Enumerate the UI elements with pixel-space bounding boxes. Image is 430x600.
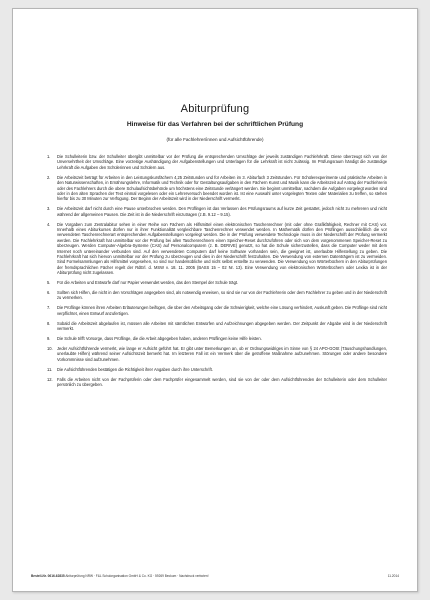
item-text: Die Arbeitszeit beträgt für Arbeiten in den Leistungskursfächern 4,25 Zeitstunden und für Arbeiten im 3. Abiturfach 3 Zeitstunden. Für Schülerexperimente und praktische Arbeiten in den Naturwissenschaften, in Ernährungslehre, Informatik und Technik oder für Gestaltungsaufgaben in den Fächern Kunst und Musik kann die Arbeitszeit auf Antrag der Fachlehrerin oder des Fachlehrers durch die obere Schulaufsichtsbehörde um höchstens eine Zeitstunde verlängert werden. Sie beginnt unmittelbar, nachdem die Aufgaben vorgelegt worden sind oder in den alten Sprachen der Text einmal vorgelesen oder ein Lehrerversuch beendet worden ist. Ist eine Auswahl unter vorgelegten Texten oder Materialien zu treffen, so stehen hierfür bis zu 30 Minuten zur Verfügung. Der Beginn der Arbeitszeit wird in der Niederschrift vermerkt. [57, 174, 387, 202]
audience-note: (für alle Fachlehrer/innen und Aufsichtführende) [166, 137, 264, 142]
item-text: Sollten sich Hilfen, die nicht in den Vorschlägen angegeben sind, als notwendig erweisen, so sind sie nur von der Fachlehrerin oder dem Fachlehrer zu geben und in der Niederschrift zu vermerken. [57, 290, 387, 301]
document-title: Abiturprüfung [180, 103, 250, 115]
item-number: 6. [47, 290, 51, 296]
item-number: 2. [47, 174, 51, 180]
item-number: 9. [47, 335, 51, 341]
item-number: 11. [47, 366, 53, 372]
list-item [47, 290, 387, 301]
item-text: Die Schule trifft Vorsorge, dass Prüflinge, die die Arbeit abgegeben haben, anderen Prüflingen keine Hilfe leisten. [57, 335, 262, 341]
item-number: 10. [47, 345, 53, 351]
list-item [47, 346, 387, 362]
instruction-list [47, 154, 387, 392]
list-item [47, 154, 387, 170]
imprint-text: Abiturprüfung NRW · F&L Schulorganisation GmbH & Co. KG · 59269 Beckum · Nachdruck verboten! [64, 574, 209, 578]
item-number: 7. [47, 305, 51, 311]
item-number: 3. [47, 206, 51, 212]
item-number: 12. [47, 376, 53, 382]
list-item [47, 175, 387, 202]
item-text: Die Arbeitszeit darf nicht durch eine Pause unterbrochen werden. Den Prüflingen ist das Verlassen des Prüfungsraums auf kurze Zeit gestattet, jedoch nicht zu mehreren und nicht während der allgemeinen Pausen. Die Zeit ist in die Niederschrift einzutragen (z.B. 9.12 – 9.15). [57, 206, 387, 217]
publisher-imprint [31, 574, 209, 578]
item-text: Die Vorgaben zum Zentralabitur sehen in einer Reihe von Fächern als Hilfsmittel einen elektronischen Taschenrechner (mit oder ohne Grafikfähigkeit, Rechner mit CAS) vor. Innerhalb eines Abiturkurses dürfen nur in ihrer Funktionalität vergleichbare Taschenrechner verwendet werden. In Mathematik dürfen den Prüflingen ausschließlich die vor verwendeten Taschenrechnerart entsprechenden Aufgabenstellungen vorgelegt werden. Die in der Prüfung verwendete Technologie muss in der Niederschrift der Prüfung vermerkt werden. Die Fachlehrkraft hat unmittelbar vor der Prüfung bei allen Taschenrechnern einen Speicher-Reset durchzuführen oder sich von dem vorgenommenen Speicher-Reset zu überzeugen. Werden Computer-Algebra-Systeme (CAS) auf Personalcomputern (z. B. DERIVE) genutzt, so hat die Schule sicherzustellen, dass die Computer weder mit dem Internet noch untereinander verbunden sind. Auf den verwendeten Computern darf keine Software vorhanden sein, die geeignet ist, unerlaubte Hilfestellung zu geben. Die Fachlehrkraft hat sich hiervon unmittelbar vor der Prüfung zu überzeugen und dies in der Niederschrift festzuhalten. Die Verwendung von externen Datenträgern ist zu vermeiden. Sind Formelsammlungen als Hilfsmittel vorgesehen, so sind nur handelsübliche und nicht selbst erstellte zu verwenden. Die Verwendung von Wörterbüchern in den Abiturprüfungen der fremdsprachlichen Fächer regelt der RdErl. d. MSW v. 18. 11. 2005 (BASS 15 – 02 Nr. 13). Eine Verwendung von elektronischen Wörterbüchern oder Lexika ist in der Abiturprüfung nicht zugelassen. [57, 221, 387, 276]
list-item [47, 367, 387, 372]
item-number: 4. [47, 221, 51, 227]
document-page [12, 8, 418, 592]
list-item [47, 321, 387, 332]
item-number: 1. [47, 154, 51, 159]
list-item [47, 280, 387, 285]
item-text: Die Aufsichtführenden bestätigen die Richtigkeit ihrer Angaben durch ihre Unterschrift. [57, 366, 213, 372]
item-text: Die Schulleiterin bzw. der Schulleiter übergibt unmittelbar vor der Prüfung die entsprechenden Umschläge der jeweils zuständigen Fachlehrkraft. Diese überzeugt sich von der Unversehrtheit der Umschläge. Eine vorzeitige Aushändigung der Aufgabenstellungen und Unterlagen für die Lehrkraft ist nicht zulässig. Im Prüfungsraum händigt die zuständige Lehrkraft die Aufgaben den Schülerinnen und Schülern aus. [57, 154, 387, 170]
edition-date: 11.2014 [387, 574, 399, 578]
item-number: 5. [47, 280, 51, 286]
list-item [47, 336, 387, 341]
list-item [47, 222, 387, 276]
page-footer [31, 574, 399, 578]
item-number: 8. [47, 320, 51, 326]
list-item [47, 206, 387, 217]
item-text: Falls die Arbeiten nicht von der Fachprüferin oder dem Fachprüfer eingesammelt werden, sind sie von der oder dem Aufsichtführenden der Schulleiterin oder dem Schulleiter persönlich zu übergeben. [57, 376, 387, 387]
list-item [47, 305, 387, 316]
item-text: Jeder Aufsichtführende vermerkt, wie lange er Aufsicht geführt hat. Er gibt unter Bemerkungen an, ob er Ordnungswidriges im Sinne von § 24 APO-GOSt (Täuschungshandlungen, unerlaubte Hilfen) während seiner Aufsichtszeit bemerkt hat. Im letzteren Fall ist ein Vermerk über die getroffene Maßnahme aufzunehmen. Störungen oder andere besondere Vorkommnisse sind aufzunehmen. [57, 345, 387, 362]
list-item [47, 377, 387, 388]
item-text: Die Prüflinge können ihren Arbeiten Erläuterungen beifügen, die über den Arbeitsgang oder die Schwierigkeit, welche eine Lösung verhindert, Auskunft geben. Die Prüflinge sind nicht verpflichtet, einen Entwurf anzufertigen. [57, 305, 387, 316]
item-text: Sobald die Arbeitszeit abgelaufen ist, müssen alle Arbeiten mit sämtlichen Entwürfen und Aufzeichnungen abgegeben werden. Der Zeitpunkt der Abgabe wird in der Niederschrift vermerkt. [57, 320, 387, 332]
item-text: Für die Arbeiten und Entwürfe darf nur Papier verwendet werden, das den Stempel der Schule trägt. [57, 280, 239, 286]
document-subtitle: Hinweise für das Verfahren bei der schriftlichen Prüfung [126, 121, 304, 128]
order-number: Bestell-Nr. 0616-62835 [31, 574, 65, 578]
